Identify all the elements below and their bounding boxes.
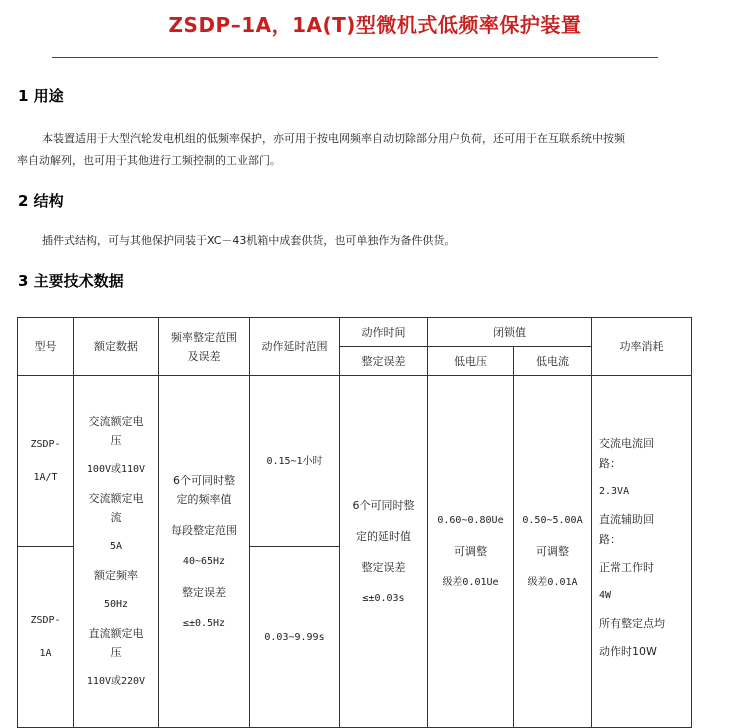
- delay-range-1a: 0.03~9.99s: [250, 547, 340, 728]
- header-action-time: 动作时间: [340, 318, 428, 347]
- low-voltage-line: 0.60~0.80Ue: [437, 515, 504, 526]
- low-current-cell: [514, 376, 592, 728]
- low-voltage-cell: [428, 376, 514, 728]
- power-line: 路：: [599, 532, 621, 546]
- power-line: 所有整定点均: [599, 616, 665, 630]
- rated-line: 100V或110V: [86, 464, 146, 475]
- power-line: 路：: [599, 456, 621, 470]
- power-line: 正常工作时: [599, 560, 654, 574]
- power-cell: [592, 376, 692, 728]
- section-heading-structure: 2 结构: [18, 192, 64, 210]
- model-1at-line2: 1A/T: [33, 472, 58, 483]
- delay-range-1at: 0.15~1小时: [250, 376, 340, 547]
- header-freq-range: [159, 318, 250, 376]
- freq-line: 6个可同时整: [173, 473, 235, 487]
- header-low-voltage: 低电压: [428, 347, 514, 376]
- freq-line: 定的频率值: [176, 492, 232, 506]
- model-1at-line1: ZSDP-: [30, 439, 61, 450]
- usage-paragraph-line2: 率自动解列，也可用于其他进行工频控制的工业部门。: [17, 154, 281, 167]
- header-delay-range: 动作延时范围: [250, 318, 340, 376]
- rated-line: 额定频率: [94, 569, 138, 582]
- rated-line: 压: [110, 646, 122, 659]
- rated-line: 压: [110, 434, 122, 447]
- low-current-line: 级差0.01A: [527, 577, 578, 588]
- header-model: 型号: [18, 318, 74, 376]
- power-line: 动作时10W: [599, 644, 657, 658]
- action-line: 整定误差: [361, 560, 406, 574]
- header-setting-error: 整定误差: [340, 347, 428, 376]
- header-power: 功率消耗: [592, 318, 692, 376]
- action-line: 6个可同时整: [352, 498, 415, 512]
- section-heading-usage: 1 用途: [18, 87, 64, 105]
- model-zsdp-1at: [18, 376, 74, 547]
- power-line: 2.3VA: [599, 485, 630, 497]
- header-lock-value: 闭锁值: [428, 318, 592, 347]
- page-title: ZSDP–1A，1A(T)型微机式低频率保护装置: [168, 13, 582, 37]
- freq-line: 40~65Hz: [182, 555, 226, 567]
- header-low-current: 低电流: [514, 347, 592, 376]
- power-line: 4W: [599, 589, 612, 601]
- header-freq-range-line2: 及误差: [187, 349, 221, 363]
- spec-table: [17, 317, 692, 728]
- low-voltage-line: 级差0.01Ue: [442, 577, 499, 588]
- header-rated-data: 额定数据: [74, 318, 159, 376]
- rated-line: 50Hz: [103, 599, 129, 610]
- model-zsdp-1a: [18, 547, 74, 728]
- freq-range-cell: [159, 376, 250, 728]
- section-heading-specs: 3 主要技术数据: [18, 272, 124, 290]
- action-time-cell: [340, 376, 428, 728]
- rated-line: 110V或220V: [86, 676, 146, 687]
- freq-line: 每段整定范围: [171, 523, 237, 537]
- model-1a-line2: 1A: [39, 648, 52, 659]
- action-line: 定的延时值: [356, 529, 411, 543]
- rated-line: 5A: [109, 541, 123, 552]
- power-line: 交流电流回: [599, 436, 654, 450]
- rated-line: 交流额定电: [88, 492, 144, 505]
- title-divider: [52, 57, 658, 58]
- rated-line: 直流额定电: [88, 627, 144, 640]
- usage-paragraph-line1: 本装置适用于大型汽轮发电机组的低频率保护，亦可用于按电网频率自动切除部分用户负荷，还可用于在互联系统中按频: [42, 132, 625, 145]
- structure-paragraph: 插件式结构，可与其他保护同装于XC－43机箱中成套供货，也可单独作为备件供货。: [42, 234, 456, 247]
- low-current-line: 0.50~5.00A: [522, 515, 583, 526]
- freq-line: 整定误差: [182, 585, 226, 599]
- freq-line: ≤±0.5Hz: [182, 617, 226, 629]
- low-voltage-line: 可调整: [454, 545, 487, 558]
- model-1a-line1: ZSDP-: [30, 615, 61, 626]
- header-freq-range-line1: 频率整定范围: [171, 330, 237, 344]
- power-line: 直流辅助回: [599, 512, 654, 526]
- action-line: ≤±0.03s: [362, 592, 405, 604]
- low-current-line: 可调整: [536, 545, 569, 558]
- rated-line: 交流额定电: [88, 415, 144, 428]
- rated-data-cell: [74, 376, 159, 728]
- rated-line: 流: [110, 511, 122, 524]
